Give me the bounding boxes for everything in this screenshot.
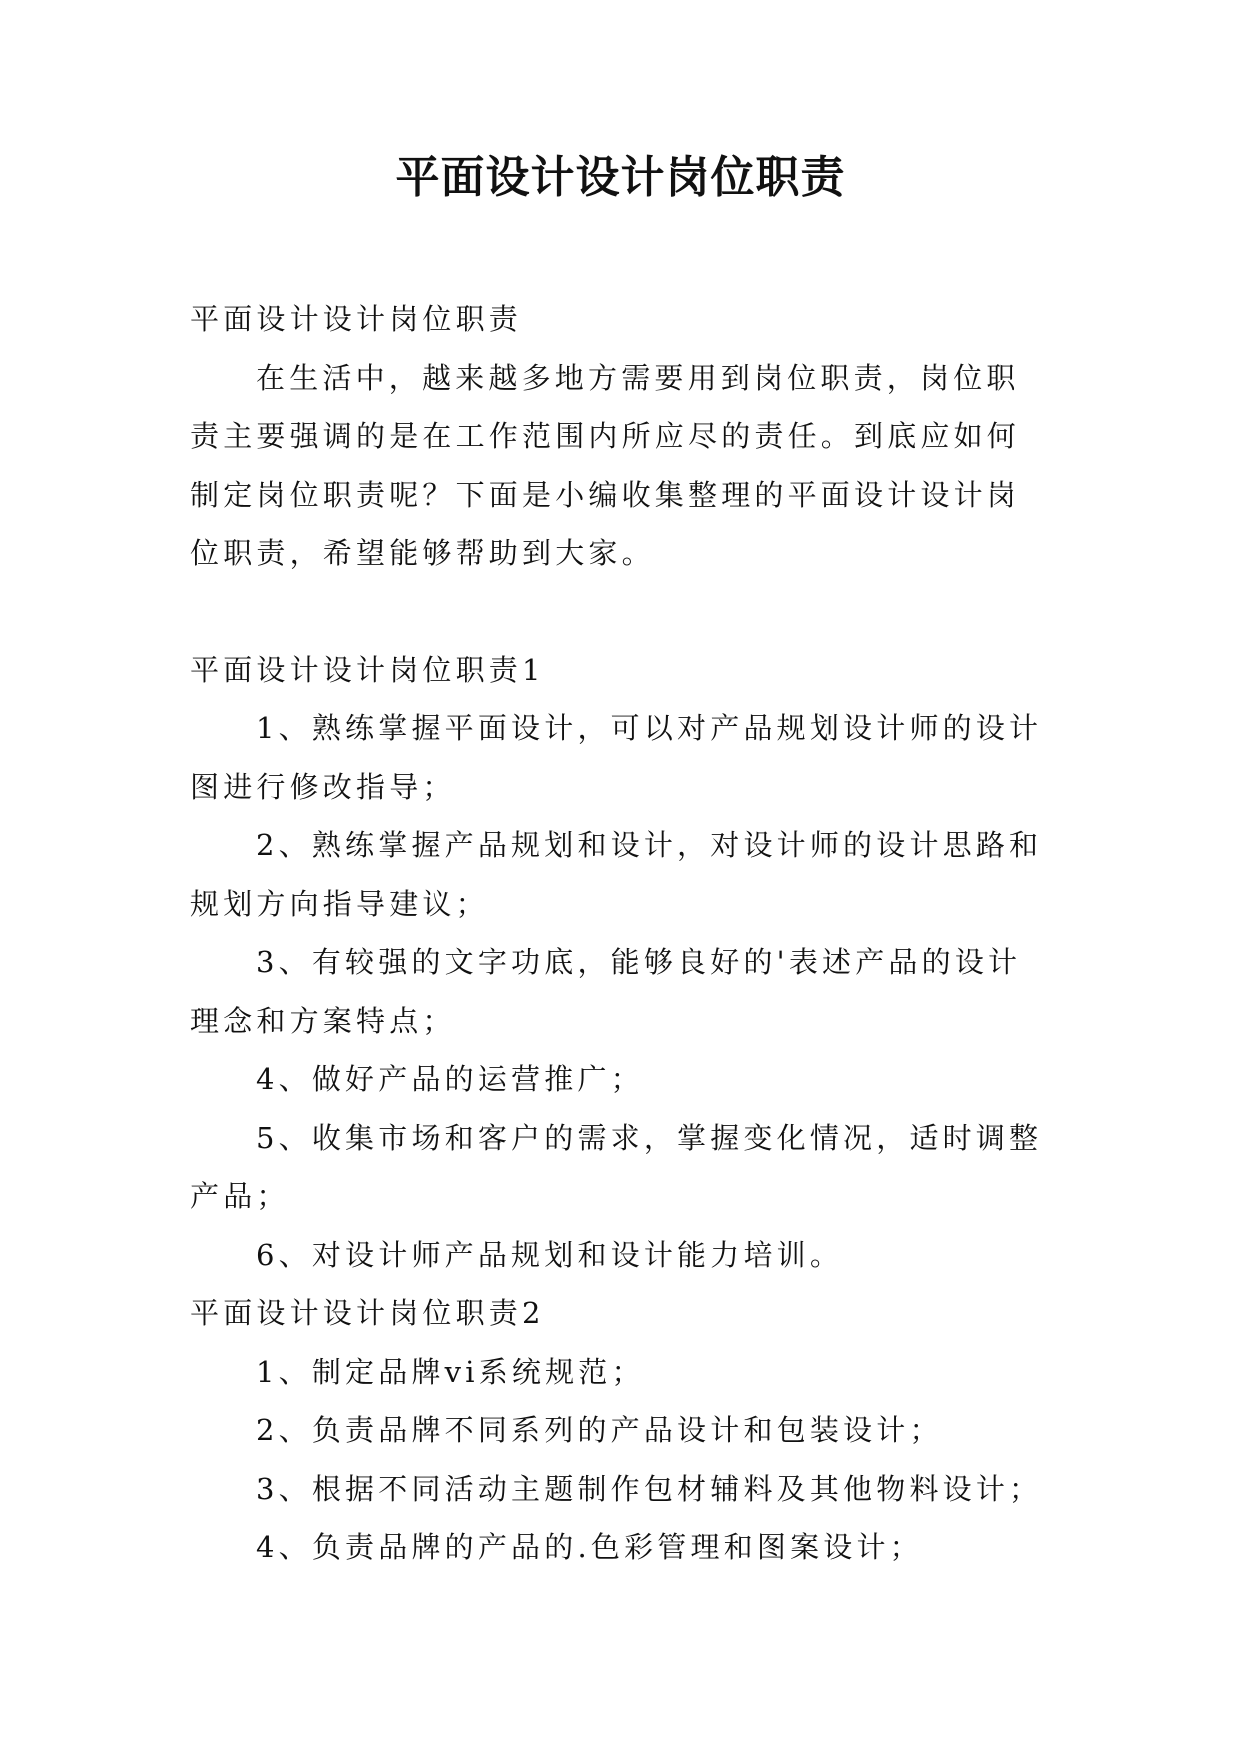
paragraph-gap <box>190 583 1052 641</box>
section2-item-4: 4、负责品牌的产品的.色彩管理和图案设计； <box>256 1530 923 1564</box>
intro-paragraph: 在生活中，越来越多地方需要用到岗位职责，岗位职责主要强调的是在工作范围内所应尽的责任。到底应如何制定岗位职责呢？下面是小编收集整理的平面设计设计岗位职责，希望能够帮助到大家。 <box>190 360 1021 570</box>
section1-item-4: 4、做好产品的运营推广； <box>256 1062 644 1096</box>
section1-item-6: 6、对设计师产品规划和设计能力培训。 <box>256 1237 844 1272</box>
section2-item-3: 3、根据不同活动主题制作包材辅料及其他物料设计； <box>256 1471 1043 1506</box>
section2-item-1: 1、制定品牌vi系统规范； <box>256 1354 645 1389</box>
section2-item-2: 2、负责品牌不同系列的产品设计和包装设计； <box>256 1413 943 1447</box>
section1-item-5: 5、收集市场和客户的需求，掌握变化情况，适时调整产品； <box>190 1120 1043 1213</box>
section1-item-1: 1、熟练掌握平面设计，可以对产品规划设计师的设计图进行修改指导； <box>190 711 1043 804</box>
document-title: 平面设计设计岗位职责 <box>395 152 846 203</box>
document-body <box>190 290 1052 1577</box>
subtitle: 平面设计设计岗位职责 <box>190 302 523 336</box>
section1-item-2: 2、熟练掌握产品规划和设计，对设计师的设计思路和规划方向指导建议； <box>190 828 1043 921</box>
section2-heading: 平面设计设计岗位职责2 <box>190 1296 545 1330</box>
section1-item-3: 3、有较强的文字功底，能够良好的'表述产品的设计理念和方案特点； <box>190 945 1022 1038</box>
section1-heading: 平面设计设计岗位职责1 <box>190 652 545 687</box>
